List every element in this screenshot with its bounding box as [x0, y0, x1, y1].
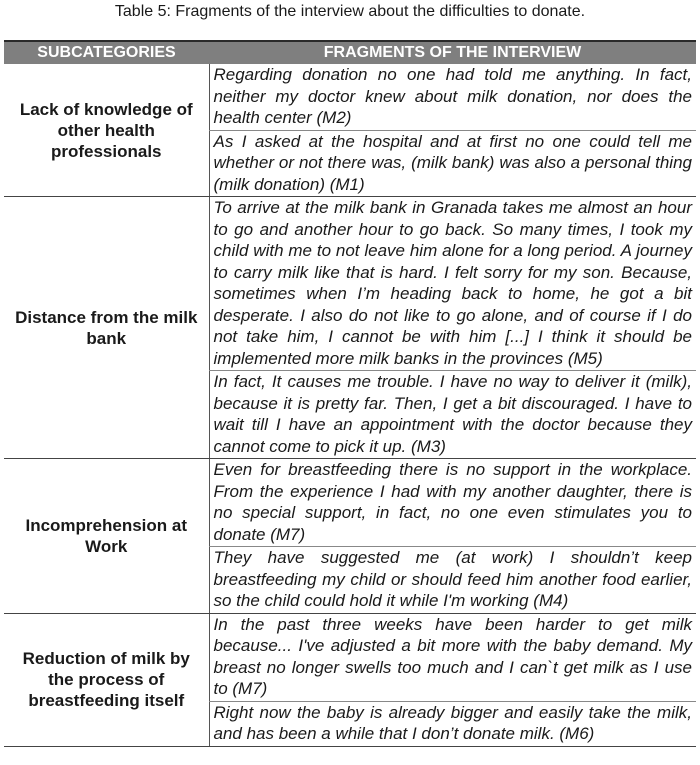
- quote-cell: In fact, It causes me trouble. I have no way to deliver it (milk), because it is pretty far. Then, I get a bit discouraged. I have to wait till I have an appointment with the doctor because they cannot come to pick it up. (M3): [209, 371, 696, 459]
- table-row: [4, 613, 696, 701]
- quote-cell: Even for breastfeeding there is no support in the workplace. From the experience I had with my another daughter, there is no special support, in fact, no one even stimulates you to donate (M7): [209, 459, 696, 547]
- header-row: [4, 41, 696, 64]
- header-subcategories: SUBCATEGORIES: [4, 41, 209, 64]
- quote-cell: Right now the baby is already bigger and easily take the milk, and has been a while that I don’t donate milk. (M6): [209, 701, 696, 746]
- category-lack-of-knowledge: Lack of knowledge of other health professionals: [4, 64, 209, 197]
- table-row: [4, 64, 696, 130]
- category-incomprehension: Incomprehension at Work: [4, 459, 209, 614]
- category-reduction-of-milk: Reduction of milk by the process of breastfeeding itself: [4, 613, 209, 746]
- quote-cell: They have suggested me (at work) I shouldn’t keep breastfeeding my child or should feed him another food earlier, so the child could hold it while I'm working (M4): [209, 547, 696, 614]
- quote-cell: To arrive at the milk bank in Granada takes me almost an hour to go and another hour to go back. So many times, I took my child with me to not leave him alone for a long period. A journey to carry milk like that is hard. I felt sorry for my son. Because, sometimes when I’m heading back to home, he got a bit desperate. I also do not like to go alone, and of course if I do not take him, I cannot be with him [...] I think it should be implemented more milk banks in the provinces (M5): [209, 197, 696, 371]
- table-row: [4, 459, 696, 547]
- category-distance: Distance from the milk bank: [4, 197, 209, 459]
- interview-fragments-table: [4, 40, 696, 747]
- table-row: [4, 197, 696, 371]
- table-caption: Table 5: Fragments of the interview about the difficulties to donate.: [114, 3, 586, 20]
- quote-cell: In the past three weeks have been harder to get milk because... I've adjusted a bit more with the baby demand. My breast no longer swells too much and I can`t get milk as I use to (M7): [209, 613, 696, 701]
- quote-cell: As I asked at the hospital and at first no one could tell me whether or not there was, (milk bank) was also a personal thing (milk donation) (M1): [209, 130, 696, 197]
- quote-cell: Regarding donation no one had told me anything. In fact, neither my doctor knew about milk donation, nor does the health center (M2): [209, 64, 696, 130]
- header-fragments: FRAGMENTS OF THE INTERVIEW: [209, 41, 696, 64]
